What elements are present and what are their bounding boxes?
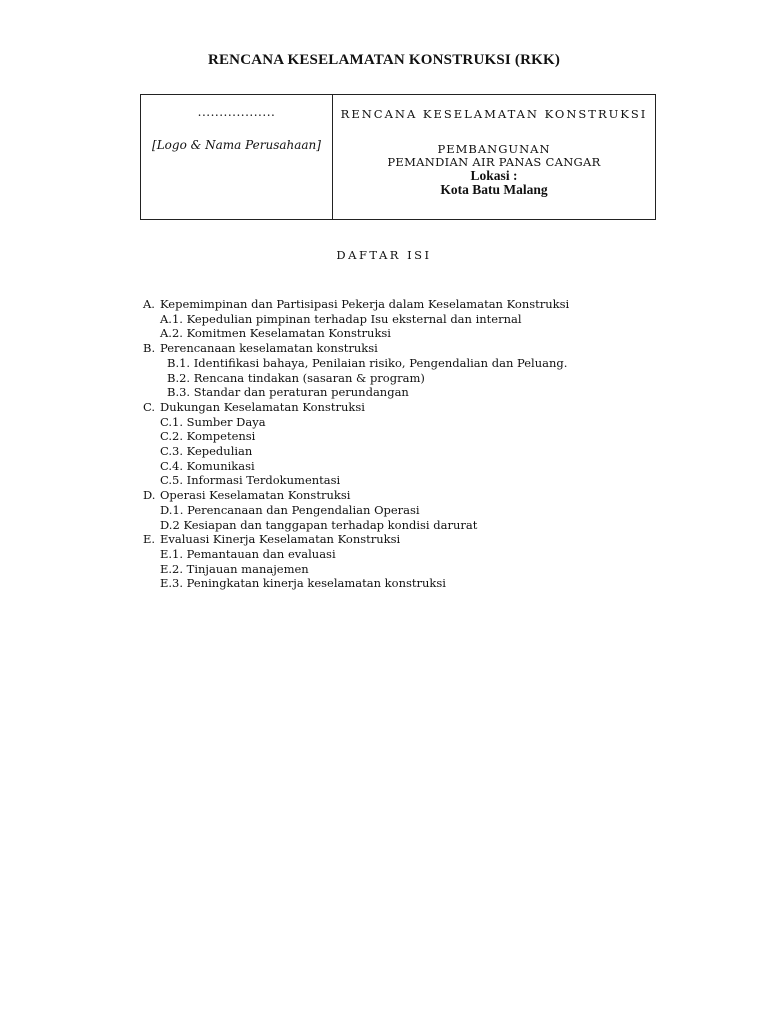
location-label: Lokasi : <box>470 168 518 183</box>
toc-section-letter: A. <box>143 297 155 311</box>
project-cell <box>333 95 655 219</box>
toc-section-letter: D. <box>143 488 156 503</box>
header-table <box>140 94 656 220</box>
toc-section-title: Kepemimpinan dan Partisipasi Pekerja dalam Keselamatan Konstruksi <box>160 297 570 311</box>
toc-item: B.1. Identifikasi bahaya, Penilaian risiko, Pengendalian dan Peluang. <box>167 355 568 370</box>
toc-item: A.1. Kepedulian pimpinan terhadap Isu eksternal dan internal <box>160 311 522 326</box>
toc-item: D.1. Perencanaan dan Pengendalian Operasi <box>160 502 420 517</box>
dots-placeholder: .................. <box>197 105 276 119</box>
project-type: PEMBANGUNAN <box>437 142 551 156</box>
toc-section <box>143 297 643 312</box>
toc-section-title: Evaluasi Kinerja Keselamatan Konstruksi <box>160 532 401 547</box>
toc-section <box>143 532 643 547</box>
location-value: Kota Batu Malang <box>440 182 548 197</box>
toc-section-title: Operasi Keselamatan Konstruksi <box>160 488 351 503</box>
toc-section-title: Dukungan Keselamatan Konstruksi <box>160 399 365 414</box>
toc-item: A.2. Komitmen Keselamatan Konstruksi <box>160 326 391 341</box>
project-name: PEMANDIAN AIR PANAS CANGAR <box>387 155 601 169</box>
toc-item: C.1. Sumber Daya <box>160 414 266 429</box>
toc-section-letter: E. <box>143 532 156 547</box>
toc-section-title: Perencanaan keselamatan konstruksi <box>160 341 378 356</box>
toc-item: C.3. Kepedulian <box>160 444 253 459</box>
toc-title: DAFTAR ISI <box>336 248 432 262</box>
table-of-contents <box>143 297 643 591</box>
toc-section <box>143 400 643 415</box>
logo-placeholder: [Logo & Nama Perusahaan] <box>152 138 321 152</box>
toc-item: C.5. Informasi Terdokumentasi <box>160 473 341 488</box>
toc-section-letter: C. <box>143 399 156 414</box>
document-title: RENCANA KESELAMATAN KONSTRUKSI (RKK) <box>207 52 561 68</box>
toc-item: E.2. Tinjauan manajemen <box>160 561 309 576</box>
toc-item: B.2. Rencana tindakan (sasaran & program) <box>167 370 425 385</box>
project-block <box>333 143 655 197</box>
toc-item: C.4. Komunikasi <box>160 458 255 473</box>
toc-item: D.2 Kesiapan dan tanggapan terhadap kondisi darurat <box>160 517 478 532</box>
toc-item: E.1. Pemantauan dan evaluasi <box>160 546 336 561</box>
toc-item: B.3. Standar dan peraturan perundangan <box>167 385 409 400</box>
toc-section <box>143 341 643 356</box>
toc-item: E.3. Peningkatan kinerja keselamatan konstruksi <box>160 576 446 591</box>
toc-item: C.2. Kompetensi <box>160 429 256 444</box>
company-cell <box>141 95 333 219</box>
rkk-label: RENCANA KESELAMATAN KONSTRUKSI <box>340 107 648 121</box>
toc-section <box>143 488 643 503</box>
toc-section-letter: B. <box>143 341 156 356</box>
